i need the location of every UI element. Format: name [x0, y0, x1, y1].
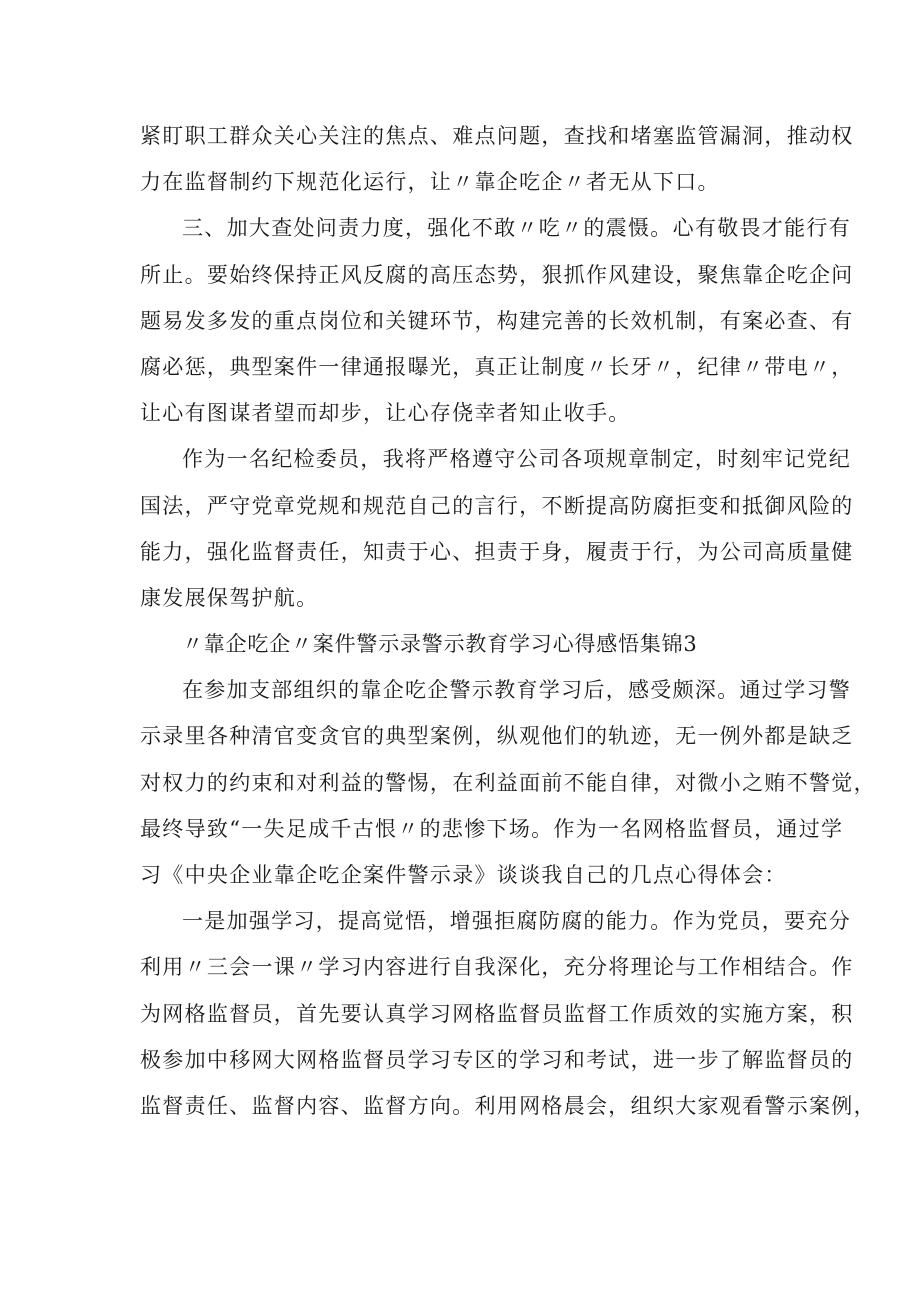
text-line: 所止。要始终保持正风反腐的高压态势，狠抓作风建设，聚焦靠企吃企问 [140, 262, 854, 287]
text-line: 利用〃三会一课〃学习内容进行自我深化，充分将理论与工作相结合。作 [140, 955, 854, 980]
text-line: 康发展保驾护航。 [140, 585, 319, 610]
text-line: 力在监督制约下规范化运行，让〃靠企吃企〃者无从下口。 [140, 170, 720, 195]
text-line: 最终导致“一失足成千古恨〃的悲惨下场。作为一名网格监督员，通过学 [140, 816, 844, 841]
text-line: 为网格监督员，首先要认真学习网格监督员监督工作质效的实施方案，积 [140, 1001, 854, 1026]
paragraph-start: 在参加支部组织的靠企吃企警示教育学习后，感受颇深。通过学习警 [182, 678, 851, 703]
text-line: 极参加中移网大网格监督员学习专区的学习和考试，进一步了解监督员的 [140, 1047, 854, 1072]
section-heading: 〃靠企吃企〃案件警示录警示教育学习心得感悟集锦3 [182, 632, 698, 657]
text-line: 示录里各种清官变贪官的典型案例，纵观他们的轨迹，无一例外都是缺乏 [140, 724, 854, 749]
text-line: 紧盯职工群众关心关注的焦点、难点问题，查找和堵塞监管漏洞，推动权 [140, 124, 854, 148]
paragraph-start: 一是加强学习，提高觉悟，增强拒腐防腐的能力。作为党员，要充分 [182, 909, 851, 934]
text-line: 习《中央企业靠企吃企案件警示录》谈谈我自己的几点心得体会： [140, 863, 787, 887]
paragraph-start: 作为一名纪检委员，我将严格遵守公司各项规章制定，时刻牢记党纪 [182, 447, 851, 472]
text-line: 能力，强化监督责任，知责于心、担责于身，履责于行，为公司高质量健 [140, 539, 854, 564]
document-body [140, 113, 876, 1129]
text-line: 对权力的约束和对利益的警惕，在利益面前不能自律，对微小之贿不警觉， [140, 770, 876, 795]
text-line: 国法，严守党章党规和规范自己的言行，不断提高防腐拒变和抵御风险的 [140, 493, 854, 518]
text-line: 腐必惩，典型案件一律通报曝光，真正让制度〃长牙〃，纪律〃带电〃， [140, 354, 854, 379]
text-line: 监督责任、监督内容、监督方向。利用网格晨会，组织大家观看警示案例， [140, 1093, 876, 1118]
text-line: 题易发多发的重点岗位和关键环节，构建完善的长效机制，有案必查、有 [140, 308, 854, 333]
paragraph-start: 三、加大查处问责力度，强化不敢〃吃〃的震慑。心有敬畏才能行有 [182, 216, 851, 241]
text-line: 让心有图谋者望而却步，让心存侥幸者知止收手。 [140, 401, 631, 426]
